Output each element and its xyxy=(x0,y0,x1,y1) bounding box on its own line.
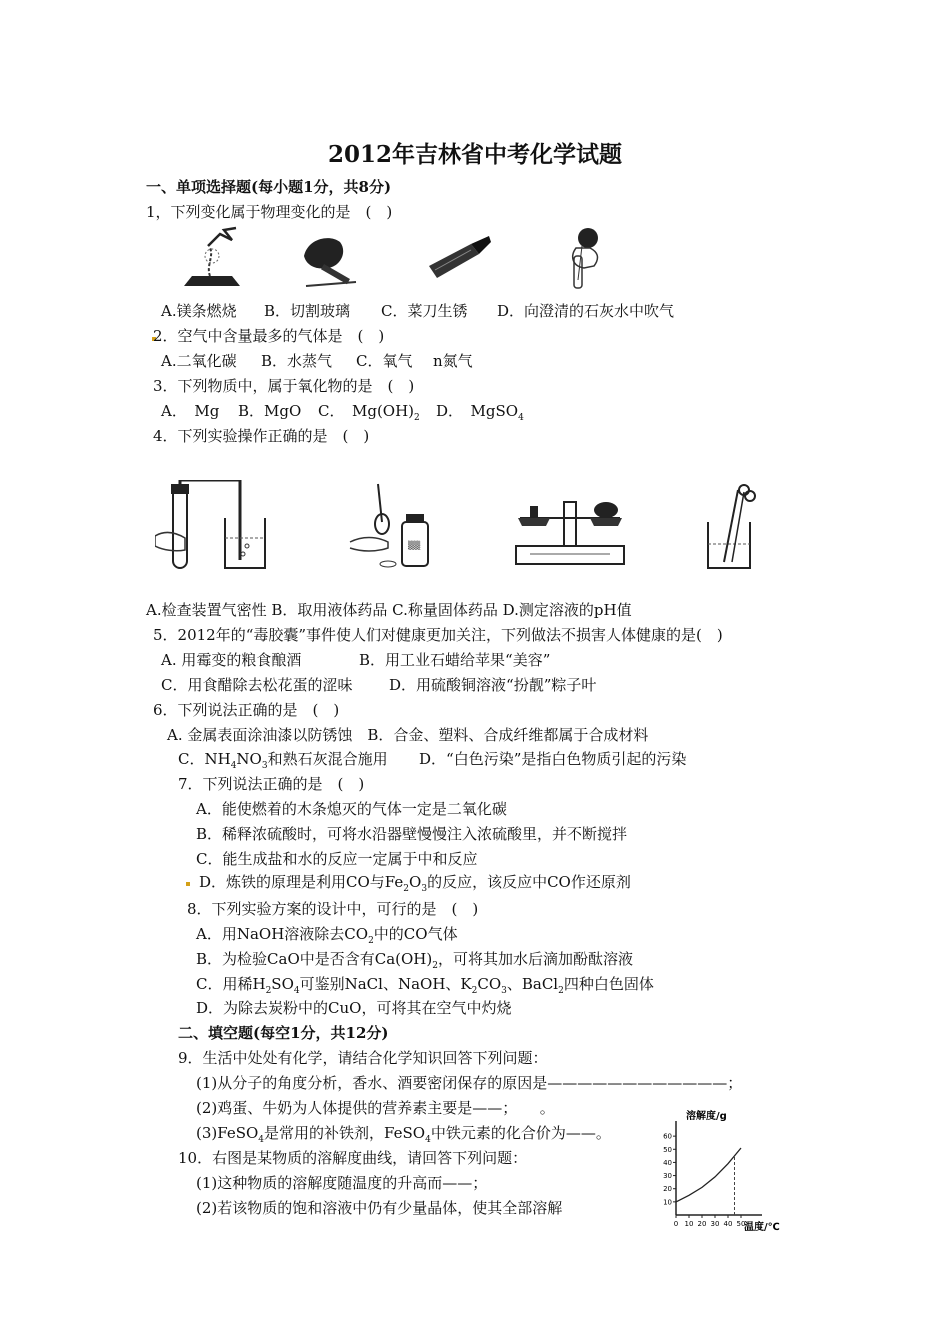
q3-option-a: A． Mg xyxy=(161,402,220,420)
chart-y-tick-label: 20 xyxy=(663,1185,672,1194)
q1-stem: 1，下列变化属于物理变化的是 ( ) xyxy=(146,203,393,221)
solubility-curve xyxy=(676,1148,741,1202)
chart-x-axis-label: 温度/℃ xyxy=(744,1222,780,1233)
chart-x-tick-label: 50 xyxy=(736,1220,746,1228)
q10-stem: 10．右图是某物质的溶解度曲线，请回答下列问题： xyxy=(178,1149,528,1167)
q9-part-2: (2)鸡蛋、牛奶为人体提供的营养素主要是——； 。 xyxy=(196,1099,555,1117)
chart-x-tick-label: 10 xyxy=(684,1220,694,1228)
chart-y-tick-label: 40 xyxy=(663,1158,672,1167)
q1-option-c: C．菜刀生锈 xyxy=(381,302,468,320)
q3-option-d: D． MgSO$_4$ xyxy=(436,402,524,423)
q5-option-a: A. 用霉变的粮食酿酒 xyxy=(161,651,302,669)
svg-text:▒▒: ▒▒ xyxy=(408,541,421,550)
annotation-mark xyxy=(186,882,190,886)
kitchen-knife-illustration xyxy=(425,232,495,284)
q9-part-1: (1)从分子的角度分析，香水、酒要密闭保存的原因是————————————； xyxy=(196,1074,743,1092)
chart-x-tick-label: 40 xyxy=(723,1220,733,1228)
q5-option-b: B．用工业石蜡给苹果“美容” xyxy=(359,651,551,669)
page-title: 2012年吉林省中考化学试题 xyxy=(327,141,622,168)
chart-y-tick-label: 60 xyxy=(663,1132,672,1141)
section-1-heading: 一、单项选择题(每小题1分，共8分) xyxy=(146,178,392,196)
q3-stem: 3．下列物质中，属于氧化物的是 ( ) xyxy=(153,377,415,395)
chart-y-tick-label: 50 xyxy=(663,1145,672,1154)
q2-stem: 2．空气中含量最多的气体是 ( ) xyxy=(153,327,385,345)
q8-option-b: B．为检验CaO中是否含有$Ca(OH)_2$，可将其加水后滴加酚酞溶液 xyxy=(196,950,633,971)
q7-stem: 7．下列说法正确的是 ( ) xyxy=(178,775,365,793)
q7-option-b: B．稀释浓硫酸时，可将水沿器壁慢慢注入浓硫酸里，并不断搅拌 xyxy=(196,825,628,843)
q7-option-a: A．能使燃着的木条熄灭的气体一定是二氧化碳 xyxy=(196,800,507,818)
q6-option-c: C．$NH_4NO_3$和熟石灰混合施用 xyxy=(178,750,388,771)
q9-part-3: (3)FeSO$_4$是常用的补铁剂，FeSO$_4$中铁元素的化合价为——。 xyxy=(196,1124,611,1145)
balance-weighing-illustration xyxy=(510,488,630,568)
q4-options: A.检查装置气密性 B．取用液体药品 C.称量固体药品 D.测定溶液的pH值 xyxy=(146,601,632,619)
q9-stem: 9．生活中处处有化学，请结合化学知识回答下列问题： xyxy=(178,1049,548,1067)
q7-option-d: D．炼铁的原理是利用CO与$Fe_2O_3$的反应，该反应中CO作还原剂 xyxy=(199,873,631,894)
airtightness-check-illustration xyxy=(155,480,285,575)
q8-stem: 8．下列实验方案的设计中，可行的是 ( ) xyxy=(187,900,479,918)
chart-y-tick-label: 10 xyxy=(663,1198,672,1207)
q6-option-d: D．“白色污染”是指白色物质引起的污染 xyxy=(419,750,687,768)
q2-option-c: C．氧气 xyxy=(356,352,413,370)
chart-y-tick-label: 30 xyxy=(663,1172,672,1181)
chart-x-tick-label: 20 xyxy=(697,1220,707,1228)
ph-test-illustration xyxy=(700,482,760,574)
section-2-heading: 二、填空题(每空1分，共12分) xyxy=(178,1024,389,1042)
q8-option-a: A．用NaOH溶液除去$CO_2$中的CO气体 xyxy=(196,925,458,946)
q8-option-c: C．用稀$H_2SO_4$可鉴别NaCl、NaOH、$K_2CO_3$、BaCl$_2$四种白色固体 xyxy=(196,975,654,996)
q1-option-d: D．向澄清的石灰水中吹气 xyxy=(497,302,675,320)
chart-y-axis-label: 溶解度/g xyxy=(686,1111,727,1122)
q8-option-d: D．为除去炭粉中的CuO，可将其在空气中灼烧 xyxy=(196,999,512,1017)
q2-option-a: A.二氧化碳 xyxy=(161,352,237,370)
chart-x-tick-label: 30 xyxy=(710,1220,720,1228)
q1-option-b: B．切割玻璃 xyxy=(264,302,351,320)
q3-option-b: B．MgO xyxy=(238,402,302,420)
q6-options-ab: A. 金属表面涂油漆以防锈蚀 B．合金、塑料、合成纤维都属于合成材料 xyxy=(167,726,649,744)
blowing-into-limewater-illustration xyxy=(560,226,610,292)
q2-option-d: n氮气 xyxy=(433,352,473,370)
magnesium-burning-illustration xyxy=(180,226,250,292)
chart-x-tick-label: 0 xyxy=(673,1220,679,1228)
q10-part-2: (2)若该物质的饱和溶液中仍有少量晶体，使其全部溶解 xyxy=(196,1199,563,1217)
liquid-reagent-illustration xyxy=(348,482,438,572)
q3-option-c: C． $Mg(OH)_2$ xyxy=(318,402,420,423)
cutting-glass-illustration xyxy=(300,228,360,290)
q7-option-c: C．能生成盐和水的反应一定属于中和反应 xyxy=(196,850,478,868)
q6-stem: 6．下列说法正确的是 ( ) xyxy=(153,701,340,719)
q2-option-b: B．水蒸气 xyxy=(261,352,333,370)
q10-part-1: (1)这种物质的溶解度随温度的升高而——； xyxy=(196,1174,488,1192)
q1-option-a: A.镁条燃烧 xyxy=(161,302,237,320)
q4-stem: 4．下列实验操作正确的是 ( ) xyxy=(153,427,370,445)
q5-stem: 5．2012年的“毒胶囊”事件使人们对健康更加关注，下列做法不损害人体健康的是( ) xyxy=(153,626,723,644)
chart-axes xyxy=(676,1121,762,1215)
q5-option-c: C．用食醋除去松花蛋的涩味 xyxy=(161,676,353,694)
chart-series xyxy=(676,1148,741,1215)
q5-option-d: D．用硫酸铜溶液“扮靓”粽子叶 xyxy=(389,676,597,694)
solubility-curve-chart xyxy=(660,1105,790,1237)
